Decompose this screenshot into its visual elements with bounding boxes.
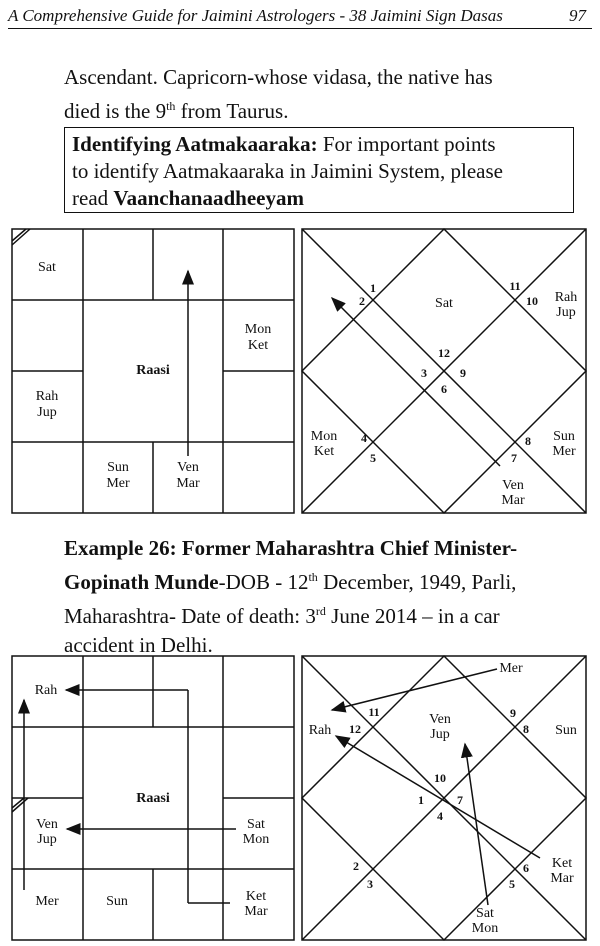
chart-label: 12	[349, 722, 361, 736]
chart1-north-labels	[311, 279, 578, 508]
chart-label: 12	[438, 346, 450, 360]
example-line-3: Maharashtra- Date of death: 3rd June 2014 – in a car	[64, 604, 500, 628]
chart-label: Mer	[499, 661, 523, 676]
chart-label: Mar	[550, 871, 574, 886]
c1s-mer: Mer	[106, 476, 130, 491]
chart-label: 1	[370, 281, 376, 295]
c2s-mer: Mer	[35, 894, 59, 909]
c2s-ven: Ven	[36, 817, 58, 832]
chart-label: 9	[460, 366, 466, 380]
chart1-north-indian	[302, 229, 586, 513]
note-box: Identifying Aatmakaaraka: For important points to identify Aatmakaaraka in Jaimini System, please read Vaanchanaadheeyam	[64, 127, 574, 213]
chart-label: 8	[525, 434, 531, 448]
example-line-2: Gopinath Munde-DOB - 12th December, 1949, Parli,	[64, 570, 517, 594]
c1s-sun: Sun	[107, 460, 129, 475]
chart-label: Sat	[476, 906, 494, 921]
chart-label: Ven	[429, 712, 451, 727]
chart-label: 6	[523, 861, 529, 875]
note-heading: Identifying Aatmakaaraka:	[72, 132, 318, 156]
chart-label: 10	[434, 771, 446, 785]
chart-label: Sat	[435, 296, 453, 311]
chart-label: Jup	[430, 727, 450, 742]
chart-label: 8	[523, 722, 529, 736]
chart-label: 4	[361, 431, 367, 445]
intro-line-1: Ascendant. Capricorn-whose vidasa, the native has	[64, 65, 493, 89]
chart-label: Mer	[552, 444, 576, 459]
chart-label: 5	[370, 451, 376, 465]
chart-label: Jup	[556, 305, 576, 320]
chart-label: Sun	[555, 723, 577, 738]
chart-label: 3	[367, 877, 373, 891]
chart-label: Ket	[313, 444, 335, 459]
chart-label: 7	[457, 793, 463, 807]
chart-label: Mar	[501, 493, 525, 508]
example-paragraph	[64, 534, 517, 660]
c1s-jup: Jup	[37, 405, 57, 420]
c2s-sun: Sun	[106, 894, 128, 909]
c2s-ket: Ket	[245, 889, 267, 904]
c1s-sat: Sat	[38, 260, 56, 275]
chart-label: 11	[509, 279, 521, 293]
c1s-mar: Mar	[176, 476, 200, 491]
vaanchanaadheeyam-link-text: Vaanchanaadheeyam	[113, 186, 304, 210]
c2s-jup: Jup	[37, 832, 57, 847]
chart-label: 3	[421, 366, 427, 380]
page-number: 97	[569, 6, 586, 25]
c1s-ven: Ven	[177, 460, 199, 475]
chart-label: 11	[368, 705, 380, 719]
chart-label: Ket	[551, 856, 573, 871]
example-heading: Example 26: Former Maharashtra Chief Minister-	[64, 536, 518, 560]
chart2-south-labels	[35, 683, 270, 919]
c1s-rah: Rah	[35, 389, 59, 404]
chart2-north-indian	[302, 656, 586, 940]
chart-label: 10	[526, 294, 538, 308]
chart-label: 9	[510, 706, 516, 720]
c1s-raasi: Raasi	[136, 363, 170, 378]
chart-label: Mon	[310, 429, 338, 444]
chart-label: 4	[437, 809, 443, 823]
c2s-raasi: Raasi	[136, 791, 170, 806]
example-line-4: accident in Delhi.	[64, 633, 213, 657]
c2s-mon: Mon	[242, 832, 270, 847]
chart-label: Rah	[554, 290, 578, 305]
intro-line-2: died is the 9th from Taurus.	[64, 99, 289, 123]
chart-label: 7	[511, 451, 517, 465]
c2s-mar: Mar	[244, 904, 268, 919]
c2s-sat: Sat	[247, 817, 265, 832]
chart-label: 2	[359, 294, 365, 308]
chart-label: Rah	[308, 723, 332, 738]
chart-label: 1	[418, 793, 424, 807]
chart-label: Sun	[553, 429, 575, 444]
c1s-ket: Ket	[247, 338, 269, 353]
chart-label: 2	[353, 859, 359, 873]
c1s-mon: Mon	[244, 322, 272, 337]
c2s-rah: Rah	[34, 683, 58, 698]
chart-label: Ven	[502, 478, 524, 493]
chart-label: 5	[509, 877, 515, 891]
chart-label: 6	[441, 382, 447, 396]
header-title: A Comprehensive Guide for Jaimini Astrologers - 38 Jaimini Sign Dasas	[8, 6, 503, 25]
chart-label: Mon	[471, 921, 499, 936]
